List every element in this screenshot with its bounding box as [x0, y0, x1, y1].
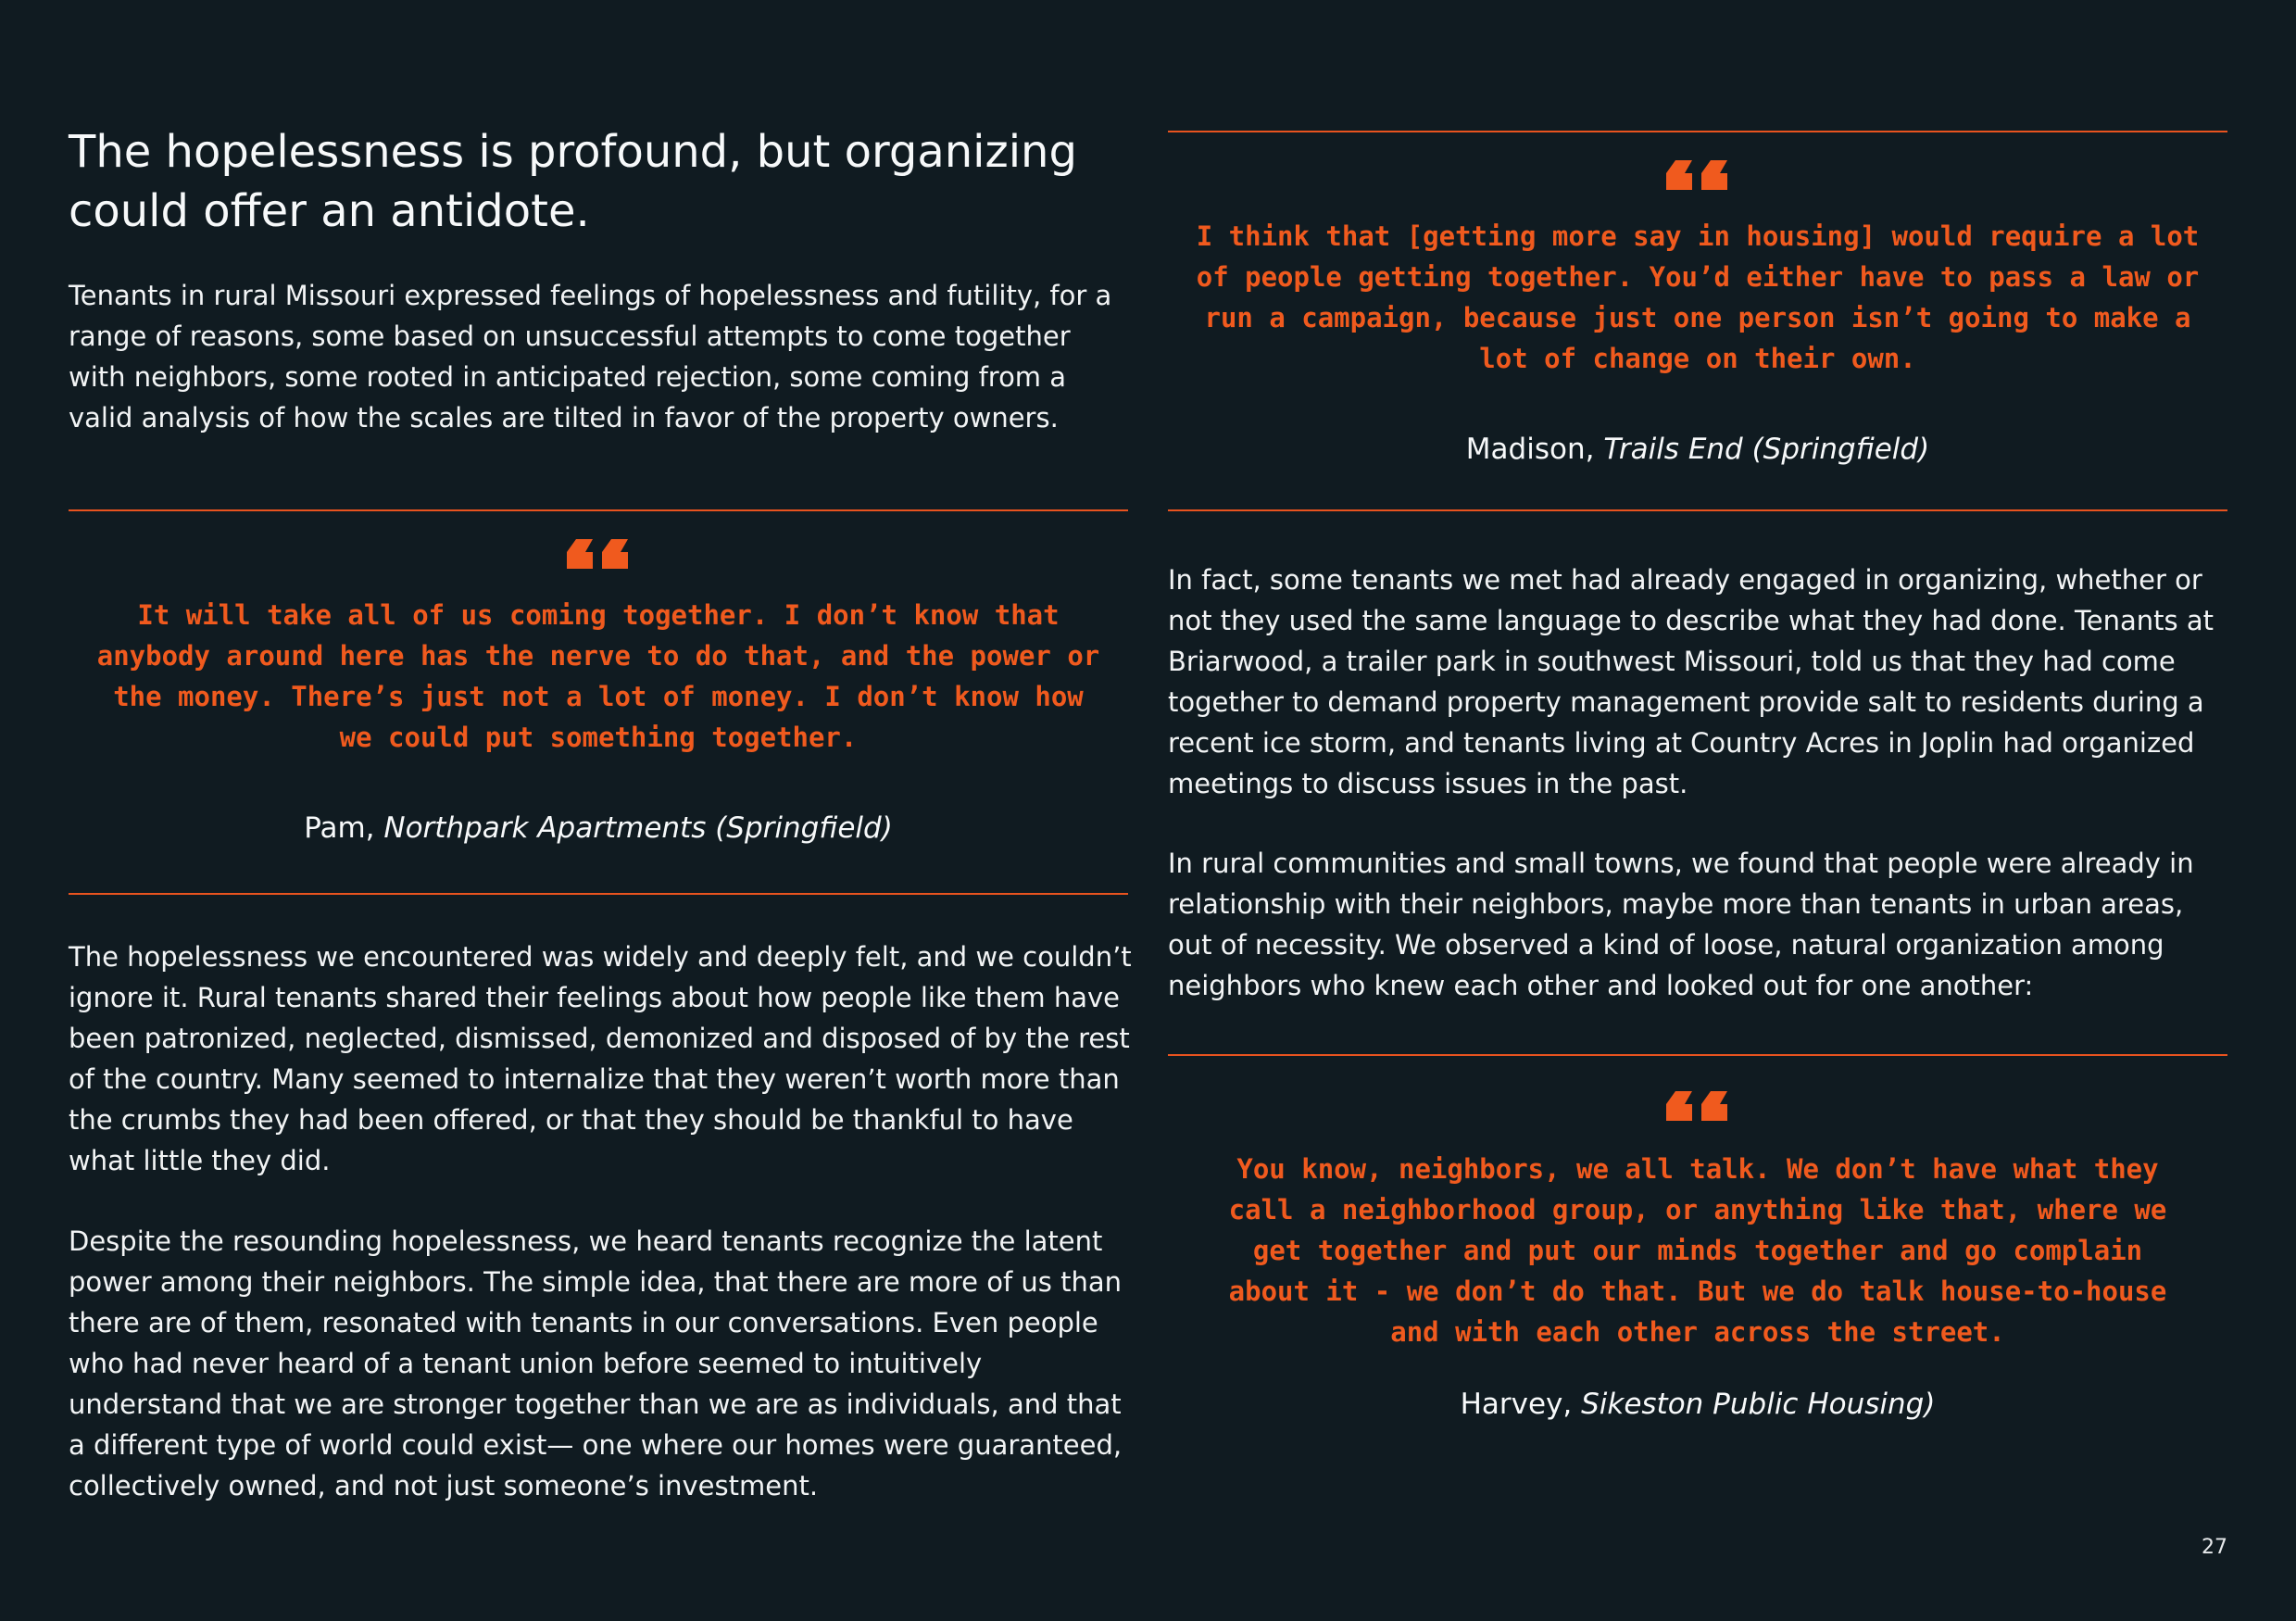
speaker-place: Northpark Apartments (Springfield) — [383, 811, 893, 845]
quote-mark-icon — [1664, 160, 1731, 190]
divider — [69, 893, 1128, 895]
divider — [1168, 1054, 2227, 1056]
intro-paragraph: Tenants in rural Missouri expressed feelings of hopelessness and futility, for a range of reasons, some based on unsuccessful attempts to come together with neighbors, some rooted in anticipated rejection, some coming from a valid analysis of how the scales are tilted in favor of the property owners. — [69, 280, 1112, 434]
speaker-place: Sikeston Public Housing) — [1581, 1388, 1936, 1421]
speaker-name: Pam, — [304, 811, 375, 845]
speaker-name: Harvey, — [1460, 1388, 1573, 1421]
quote-text: It will take all of us coming together. I don’t know that anybody around here has the nerve to do that, and the power or the money. There’s just not a lot of money. I don’t know how we could put something together. — [96, 599, 1100, 753]
page-number: 27 — [2202, 1536, 2227, 1559]
body-paragraph: In fact, some tenants we met had already engaged in organizing, whether or not they used the same language to describe what they had done. Tenants at Briarwood, a trailer park in southwest Missouri, told us that they had come together to demand property management provide salt to residents during a recent ice storm, and tenants living at Country Acres in Joplin had organized meetings to discuss issues in the past. — [1168, 564, 2214, 799]
body-paragraph: Despite the resounding hopelessness, we heard tenants recognize the latent power among their neighbors. The simple idea, that there are more of us than there are of them, resonated with tenants in our conversations. Even people who had never heard of a tenant union before seemed to intuitively understand that we are stronger together than we are as individuals, and that a different type of world could exist— one where our homes were guaranteed, collectively owned, and not just someone’s investment. — [69, 1225, 1123, 1502]
body-paragraph: The hopelessness we encountered was widely and deeply felt, and we couldn’t ignore it. Rural tenants shared their feelings about how people like them have been patronized, neglected, dismissed, demonized and disposed of by the rest of the country. Many seemed to internalize that they weren’t worth more than the crumbs they had been offered, or that they should be thankful to have what little they did. — [69, 941, 1132, 1176]
page-heading: The hopelessness is profound, but organizing could offer an antidote. — [69, 126, 1077, 237]
divider — [69, 509, 1128, 511]
body-paragraph: In rural communities and small towns, we found that people were already in relationship with their neighbors, maybe more than tenants in urban areas, out of necessity. We observed a kind of loose, natural organization among neighbors who knew each other and looked out for one another: — [1168, 848, 2194, 1001]
quote-attribution — [69, 810, 1128, 847]
quote-text: I think that [getting more say in housing] would require a lot of people getting together. You’d either have to pass a law or run a campaign, because just one person isn’t going to make a lot of change on their own. — [1196, 220, 2200, 374]
quote-attribution — [1168, 1386, 2227, 1423]
divider — [1168, 131, 2227, 132]
speaker-name: Madison, — [1465, 433, 1595, 466]
quote-attribution — [1168, 431, 2227, 468]
divider — [1168, 509, 2227, 511]
quote-text: You know, neighbors, we all talk. We don’t have what they call a neighborhood group, or anything like that, where we get together and put our minds together and go complain about it - we don’t do that. But we do talk house-to-house and with each other across the street. — [1228, 1153, 2167, 1348]
quote-mark-icon — [565, 539, 632, 569]
speaker-place: Trails End (Springfield) — [1603, 433, 1930, 466]
quote-mark-icon — [1664, 1091, 1731, 1121]
